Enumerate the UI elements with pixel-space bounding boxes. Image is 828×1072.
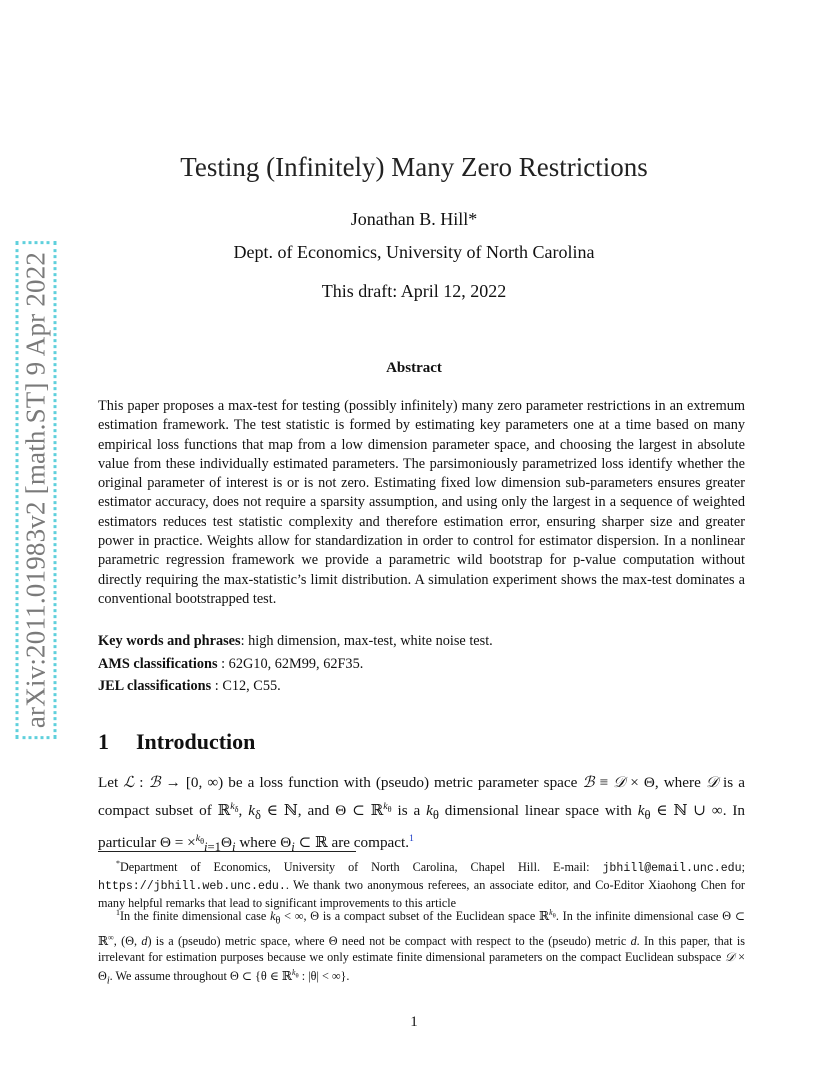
- ams-label: AMS classifications: [98, 656, 218, 672]
- jel-line: [98, 678, 745, 695]
- jel-label: JEL classifications: [98, 678, 212, 694]
- draft-date: This draft: April 12, 2022: [321, 281, 507, 301]
- intro-paragraph: Let ℒ : ℬ → [0, ∞) be a loss function with (pseudo) metric parameter space ℬ ≡ 𝒟 × Θ, where 𝒟 is a compact subset of ℝ$^{k_\delta}$, $k_\delta$ ∈ ℕ, and Θ ⊂ ℝ$^{k_\theta}$ is a $k_\theta$ dimensional linear space with $k_\theta$ ∈ ℕ ∪ ∞. In particular $\Theta = \times^{k_\theta}_{i=1}\Theta_i$ where $\Theta_i$ ⊂ ℝ are compact.$^1$: [98, 774, 746, 855]
- keywords-line: [98, 633, 745, 650]
- affiliation: Dept. of Economics, University of North Carolina: [233, 242, 595, 262]
- jel-value: : C12, C55.: [211, 678, 281, 694]
- paper-title: Testing (Infinitely) Many Zero Restrictions: [180, 152, 648, 182]
- ams-value: : 62G10, 62M99, 62F35.: [217, 656, 364, 672]
- author-email[interactable]: jbhill@email.unc.edu: [602, 862, 742, 876]
- abstract-body: This paper proposes a max-test for testing (possibly infinitely) many zero parameter restrictions in an extremum estimation framework. The test statistic is formed by estimating key parameters one at a time based on many empirical loss functions that map from a low dimension parameter space, and choosing the largest in absolute value from these individually estimated parameters. The parsimoniously parametrized loss identify whether the original parameter of interest is or is not zero. Estimating fixed low dimension sub-parameters ensures greater estimator accuracy, does not require a sparsity assumption, and using only the largest in a sequence of weighted estimators reduces test statistic complexity and therefore estimation error, ensuring sharper size and greater power in practice. Weights allow for standardization in order to control for estimator dispersion. In a nonlinear parametric regression framework we provide a parametric wild bootstrap for p-value computation without directly requiring the max-statistic’s limit distribution. A simulation experiment shows the max-test dominates a conventional bootstrapped test.: [98, 398, 745, 607]
- footnote-ref-1[interactable]: 1: [409, 833, 414, 845]
- author-url[interactable]: https://jbhill.web.unc.edu.: [98, 880, 286, 894]
- ams-line: [98, 656, 745, 673]
- page-number: 1: [410, 1014, 418, 1030]
- footnote-star-rest: . We thank two anonymous referees, an associate editor, and Co-Editor Xiaohong Chen for many helpful remarks that lead to significant improvements to this article: [98, 878, 745, 911]
- keywords-label: Key words and phrases: [98, 633, 241, 649]
- footnote-star: *Department of Economics, University of North Carolina, Chapel Hill. E-mail: jbhill@email.unc.edu; https://jbhill.web.unc.edu.. We thank two anonymous referees, an associate editor, and Co-Editor Xiaohong Chen for many helpful remarks that lead to significant improvements to this article: [98, 859, 745, 911]
- keywords-value: : high dimension, max-test, white noise test.: [240, 633, 493, 649]
- footnote-1: $^1$In the finite dimensional case $k_\theta$ < ∞, Θ is a compact subset of the Euclidean space ℝ$^{k_\theta}$. In the infinite dimensional case Θ ⊂ ℝ∞, (Θ, d) is a (pseudo) metric space, where Θ need not be compact with respect to the (pseudo) metric d. In this paper, that is irrelevant for estimation purposes because we only estimate finite dimensional parameters on the compact Euclidean subspace 𝒟 × $\Theta_i$. We assume throughout Θ ⊂ {θ ∈ ℝ$^{k_\theta}$ : |θ| < ∞}.: [98, 908, 746, 987]
- section-heading: [98, 729, 255, 755]
- footnote-rule: [98, 851, 356, 852]
- arxiv-stamp: arXiv:2011.01983v2 [math.ST] 9 Apr 2022: [16, 241, 57, 739]
- footnote-star-text: Department of Economics, University of North Carolina, Chapel Hill. E-mail:: [119, 860, 603, 875]
- section-title: Introduction: [136, 729, 256, 754]
- author: Jonathan B. Hill*: [350, 209, 478, 229]
- abstract-heading: Abstract: [386, 360, 442, 376]
- section-number: 1: [98, 729, 109, 754]
